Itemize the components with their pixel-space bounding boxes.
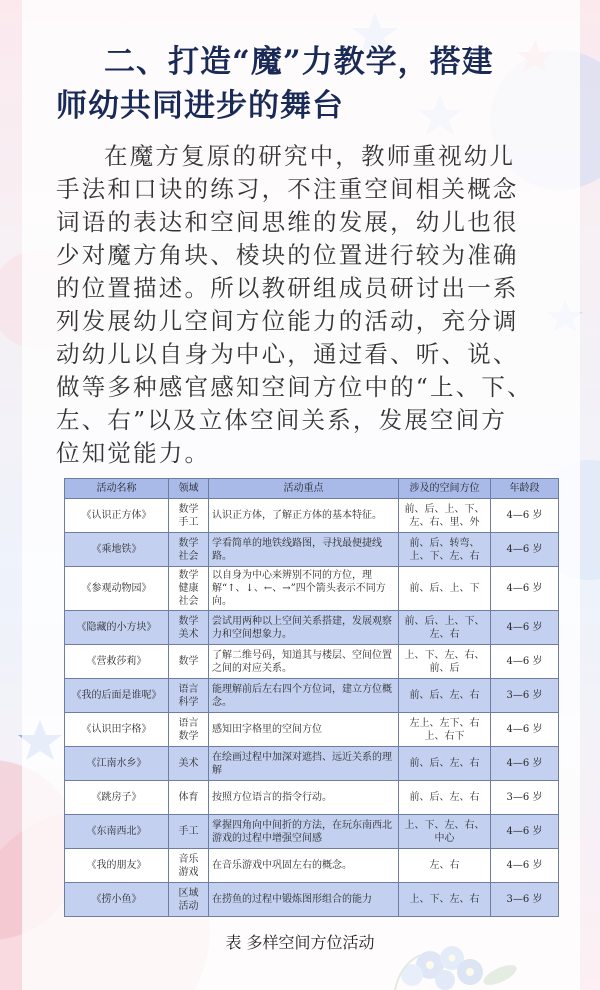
- table-cell-name: 《营救莎莉》: [65, 645, 169, 679]
- title-line-2: 师幼共同进步的舞台: [56, 88, 344, 124]
- table-cell-domain: 数学: [169, 645, 209, 679]
- paragraph-line: 做等多种感官感知空间方位中的“上、下、: [56, 373, 533, 401]
- body-paragraph: [56, 140, 571, 470]
- paragraph-line: 位知觉能力。: [56, 439, 211, 467]
- table-cell-age: 4—6 岁: [491, 611, 559, 645]
- table-cell-name: 《认识田字格》: [65, 713, 169, 747]
- table-cell-age: 4—6 岁: [491, 849, 559, 883]
- table-cell-domain: 数学 社会: [169, 533, 209, 567]
- table-cell-direction: 前、后、左、右: [399, 679, 491, 713]
- table-row: [65, 533, 559, 567]
- paragraph-line: 少对魔方角块、棱块的位置进行较为准确: [56, 241, 519, 269]
- table-cell-direction: 前、后、上、下、 左、右: [399, 611, 491, 645]
- column-header: 活动名称: [65, 479, 169, 499]
- table-cell-age: 4—6 岁: [491, 815, 559, 849]
- activity-table: [64, 478, 559, 917]
- table-cell-domain: 区域 活动: [169, 883, 209, 917]
- table-cell-domain: 音乐 游戏: [169, 849, 209, 883]
- table-cell-focus: 在捞鱼的过程中锻炼图形组合的能力: [209, 883, 399, 917]
- table-cell-name: 《我的朋友》: [65, 849, 169, 883]
- table-cell-age: 3—6 岁: [491, 883, 559, 917]
- table-row: [65, 679, 559, 713]
- table-header-row: [65, 479, 559, 499]
- table-cell-domain: 语言 科学: [169, 679, 209, 713]
- paragraph-line: 词语的表达和空间思维的发展，幼儿也很: [56, 208, 519, 236]
- table-cell-direction: 前、后、上、下: [399, 567, 491, 611]
- table-cell-age: 4—6 岁: [491, 747, 559, 781]
- table-cell-name: 《我的后面是谁呢》: [65, 679, 169, 713]
- paragraph-line: 在魔方复原的研究中，教师重视幼儿: [104, 142, 516, 170]
- table-cell-age: 4—6 岁: [491, 499, 559, 533]
- table-row: [65, 567, 559, 611]
- table-cell-domain: 数学 手工: [169, 499, 209, 533]
- table-cell-domain: 语言 数学: [169, 713, 209, 747]
- table-cell-domain: 数学 美术: [169, 611, 209, 645]
- table-cell-focus: 认识正方体，了解正方体的基本特征。: [209, 499, 399, 533]
- table-cell-age: 3—6 岁: [491, 679, 559, 713]
- paragraph-line: 手法和口诀的练习，不注重空间相关概念: [56, 175, 519, 203]
- table-row: [65, 815, 559, 849]
- table-cell-focus: 以自身为中心来辨别不同的方位，理解“↑、↓、←、→”四个箭头表示不同方向。: [209, 567, 399, 611]
- table-cell-focus: 在绘画过程中加深对遮挡、远近关系的理解: [209, 747, 399, 781]
- table-cell-name: 《参观动物园》: [65, 567, 169, 611]
- paragraph-line: 的位置描述。所以教研组成员研讨出一系: [56, 274, 519, 302]
- paragraph-line: 动幼儿以自身为中心，通过看、听、说、: [56, 340, 519, 368]
- table-cell-direction: 左上、左下、右 上、右下: [399, 713, 491, 747]
- table-cell-age: 4—6 岁: [491, 713, 559, 747]
- table-row: [65, 499, 559, 533]
- table-cell-name: 《乘地铁》: [65, 533, 169, 567]
- table-cell-domain: 数学 健康 社会: [169, 567, 209, 611]
- table-cell-focus: 学看简单的地铁线路图，寻找最便捷线路。: [209, 533, 399, 567]
- table-cell-focus: 掌握四角向中间折的方法，在玩东南西北游戏的过程中增强空间感: [209, 815, 399, 849]
- table-cell-age: 3—6 岁: [491, 781, 559, 815]
- section-title: [56, 40, 566, 128]
- table-cell-age: 4—6 岁: [491, 533, 559, 567]
- column-header: 涉及的空间方位: [399, 479, 491, 499]
- table-cell-name: 《东南西北》: [65, 815, 169, 849]
- table-cell-direction: 上、下、左、右: [399, 883, 491, 917]
- table-cell-name: 《捞小鱼》: [65, 883, 169, 917]
- column-header: 活动重点: [209, 479, 399, 499]
- table-cell-direction: 前、后、转弯、 上、下、左、右: [399, 533, 491, 567]
- table-cell-domain: 体育: [169, 781, 209, 815]
- table-cell-name: 《认识正方体》: [65, 499, 169, 533]
- table-row: [65, 747, 559, 781]
- table-row: [65, 883, 559, 917]
- table-cell-age: 4—6 岁: [491, 567, 559, 611]
- paragraph-line: 左、右”以及立体空间关系，发展空间方: [56, 406, 508, 434]
- table-row: [65, 713, 559, 747]
- table-cell-direction: 前、后、上、下、 左、右、里、外: [399, 499, 491, 533]
- table-row: [65, 849, 559, 883]
- table-cell-focus: 尝试用两种以上空间关系搭建，发展观察力和空间想象力。: [209, 611, 399, 645]
- table-cell-age: 4—6 岁: [491, 645, 559, 679]
- column-header: 领域: [169, 479, 209, 499]
- table-cell-name: 《江南水乡》: [65, 747, 169, 781]
- table-cell-direction: 前、后、左、右: [399, 747, 491, 781]
- table-cell-focus: 按照方位语言的指令行动。: [209, 781, 399, 815]
- table-caption: 表 多样空间方位活动: [225, 933, 375, 952]
- table-cell-focus: 了解二维号码，知道其与楼层、空间位置之间的对应关系。: [209, 645, 399, 679]
- table-cell-direction: 上、下、左、右、 前、后: [399, 645, 491, 679]
- table-cell-focus: 在音乐游戏中巩固左右的概念。: [209, 849, 399, 883]
- table-cell-focus: 感知田字格里的空间方位: [209, 713, 399, 747]
- table-cell-name: 《隐藏的小方块》: [65, 611, 169, 645]
- table-row: [65, 781, 559, 815]
- table-cell-direction: 前、后、左、右: [399, 781, 491, 815]
- table-cell-focus: 能理解前后左右四个方位词，建立方位概念。: [209, 679, 399, 713]
- table-cell-direction: 上、下、左、右、 中心: [399, 815, 491, 849]
- paragraph-line: 列发展幼儿空间方位能力的活动，充分调: [56, 307, 519, 335]
- table-row: [65, 611, 559, 645]
- column-header: 年龄段: [491, 479, 559, 499]
- table-cell-domain: 美术: [169, 747, 209, 781]
- table-cell-domain: 手工: [169, 815, 209, 849]
- table-row: [65, 645, 559, 679]
- table-cell-direction: 左、右: [399, 849, 491, 883]
- title-line-1: 二、打造“魔”力教学，搭建: [104, 44, 494, 80]
- table-cell-name: 《跳房子》: [65, 781, 169, 815]
